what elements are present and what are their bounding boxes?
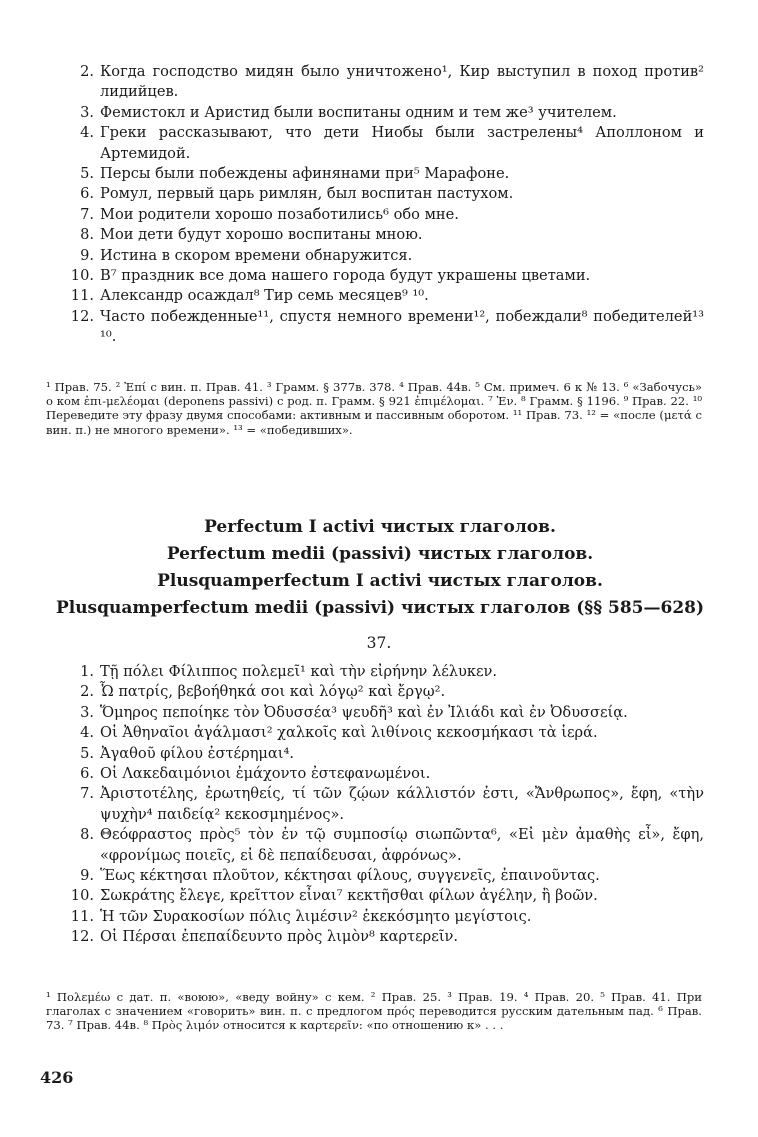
list-item [64, 764, 704, 784]
item-number: 5. [80, 744, 94, 762]
item-number: 11. [70, 287, 94, 305]
item-text: Οἱ Ἀθηναῖοι ἀγάλμασι² χαλκοῖς καὶ λιθίνοις κεκοσμήκασι τὰ ἱερά. [100, 724, 598, 742]
item-text: Ἀριστοτέλης, ἐρωτηθείς, τί τῶν ζῴων κάλλιστόν ἐστι, «Ἄνθρωπος», ἔφη, «τὴν ψυχὴν⁴ παιδείᾳ² κεκοσμημένος». [100, 785, 704, 823]
list-item [64, 164, 704, 184]
item-number: 3. [80, 103, 94, 121]
item-text: Ἕως κέκτησαι πλοῦτον, κέκτησαι φίλους, συγγενεῖς, ἐπαινοῦντας. [100, 867, 600, 885]
item-text: Ὦ πατρίς, βεβοήθηκά σοι καὶ λόγῳ² καὶ ἔργῳ². [100, 683, 446, 701]
item-number: 10. [70, 267, 94, 285]
item-text: Часто побежденные¹¹, спустя немного времени¹², побеждали⁸ победителей¹³ ¹⁰. [100, 307, 704, 346]
heading-line: Plusquamperfectum I activi чистых глаголов. [157, 571, 603, 591]
item-text: Ромул, первый царь римлян, был воспитан пастухом. [100, 185, 514, 203]
item-number: 10. [70, 887, 94, 905]
list-item [64, 866, 704, 886]
page-number: 426 [40, 1068, 74, 1087]
item-number: 9. [80, 246, 94, 264]
item-number: 8. [80, 826, 94, 844]
list-item [64, 286, 704, 306]
list-item [64, 825, 704, 866]
exercise-list-greek [64, 662, 704, 948]
item-text: Σωκράτης ἔλεγε, κρεῖττον εἶναι⁷ κεκτῆσθαι φίλων ἀγέλην, ἢ βοῶν. [100, 887, 598, 905]
item-number: 2. [80, 683, 94, 701]
item-text: В⁷ праздник все дома нашего города будут украшены цветами. [100, 267, 591, 285]
item-text: Греки рассказывают, что дети Ниобы были застрелены⁴ Аполлоном и Артемидой. [100, 124, 704, 162]
list-item [64, 784, 704, 825]
item-number: 1. [80, 663, 94, 680]
list-item [64, 205, 704, 225]
item-text: Ἡ τῶν Συρακοσίων πόλις λιμέσιν² ἐκεκόσμητο μεγίστοις. [100, 907, 532, 925]
item-text: Τῇ πόλει Φίλιππος πολεμεῖ¹ καὶ τὴν εἰρήνην λέλυκεν. [100, 663, 498, 680]
item-number: 2. [80, 63, 94, 80]
item-text: Персы были побеждены афинянами при⁵ Марафоне. [100, 165, 510, 183]
heading-line: Perfectum I activi чистых глаголов. [204, 517, 556, 537]
list-item [64, 662, 704, 682]
item-text: Θεόφραστος πρὸς⁵ τὸν ἐν τῷ συμποσίῳ σιωπῶντα⁶, «Εἰ μὲν ἀμαθὴς εἶ», ἔφη, «φρονίμως ποιεῖς, εἰ δὲ πεπαίδευσαι, ἀφρόνως». [100, 826, 704, 864]
item-text: Фемистокл и Аристид были воспитаны одним и тем же³ учителем. [100, 103, 617, 121]
list-item [64, 744, 704, 764]
list-item [64, 682, 704, 702]
item-number: 4. [80, 124, 94, 142]
list-item [64, 723, 704, 743]
item-number: 12. [70, 928, 94, 946]
item-number: 8. [80, 226, 94, 244]
heading-line: Plusquamperfectum medii (passivi) чистых глаголов (§§ 585—628) [55, 598, 705, 618]
list-item [64, 246, 704, 266]
item-number: 6. [80, 765, 94, 783]
item-text: Οἱ Πέρσαι ἐπεπαίδευντο πρὸς λιμὸν⁸ καρτερεῖν. [100, 928, 459, 946]
item-number: 9. [80, 867, 94, 885]
item-number: 7. [80, 785, 94, 803]
item-text: Истина в скором времени обнаружится. [100, 246, 413, 264]
item-number: 7. [80, 205, 94, 223]
list-item [64, 703, 704, 723]
item-text: Когда господство мидян было уничтожено¹, Кир выступил в поход против² лидийцев. [100, 63, 704, 101]
item-number: 6. [80, 185, 94, 203]
list-item [64, 62, 704, 103]
item-text: Мои родители хорошо позаботились⁶ обо мне. [100, 205, 459, 223]
item-number: 4. [80, 724, 94, 742]
heading-line: Perfectum medii (passivi) чистых глаголов. [166, 544, 594, 564]
list-item [64, 103, 704, 123]
item-number: 3. [80, 703, 94, 721]
item-number: 12. [70, 307, 94, 325]
item-text: Ἀγαθοῦ φίλου ἐστέρημαι⁴. [100, 744, 294, 762]
list-item [64, 266, 704, 286]
list-item [64, 123, 704, 164]
list-item [64, 927, 704, 947]
item-text: Οἱ Λακεδαιμόνιοι ἐμάχοντο ἐστεφανωμένοι. [100, 765, 431, 783]
section-heading [40, 514, 720, 622]
item-number: 11. [70, 907, 94, 925]
list-item [64, 907, 704, 927]
item-text: Александр осаждал⁸ Тир семь месяцев⁹ ¹⁰. [100, 287, 429, 305]
exercise-list-russian [64, 62, 704, 348]
list-item [64, 886, 704, 906]
item-text: Мои дети будут хорошо воспитаны мною. [100, 226, 423, 244]
item-number: 5. [80, 165, 94, 183]
item-text: Ὅμηρος πεποίηκε τὸν Ὀδυσσέα³ ψευδῆ³ καὶ ἐν Ἰλιάδι καὶ ἐν Ὀδυσσείᾳ. [100, 703, 628, 721]
list-item [64, 184, 704, 204]
list-item [64, 225, 704, 245]
exercise-number: 37. [366, 634, 392, 652]
list-item [64, 307, 704, 348]
footnotes-russian: ¹ Прав. 75. ² Ἐπί с вин. п. Прав. 41. ³ Грамм. § 377в. 378. ⁴ Прав. 44в. ⁵ См. примеч. 6 к № 13. ⁶ «Забочусь» о ком ἐπι-μελέομαι (deponens passivi) с род. п. Грамм. § 921 ἐπιμέλομαι. ⁷ Ἐν. ⁸ Грамм. § 1196. ⁹ Прав. 22. ¹⁰ Переведите эту фразу двумя способами: активным и пассивным оборотом. ¹¹ Прав. 73. ¹² = «после (μετά с вин. п.) не многого времени». ¹³ = «победивших». [46, 380, 702, 437]
footnotes-greek: ¹ Πολεμέω с дат. п. «воюю», «веду войну» с кем. ² Прав. 25. ³ Прав. 19. ⁴ Прав. 20. ⁵ Прав. 41. При глаголах с значением «говорить» вин. п. с предлогом πρός переводится русским дательным пад. ⁶ Прав. 73. ⁷ Прав. 44в. ⁸ Πρὸς λιμόν относится к καρτερεῖν: «по отношению к» . . . [46, 990, 702, 1033]
